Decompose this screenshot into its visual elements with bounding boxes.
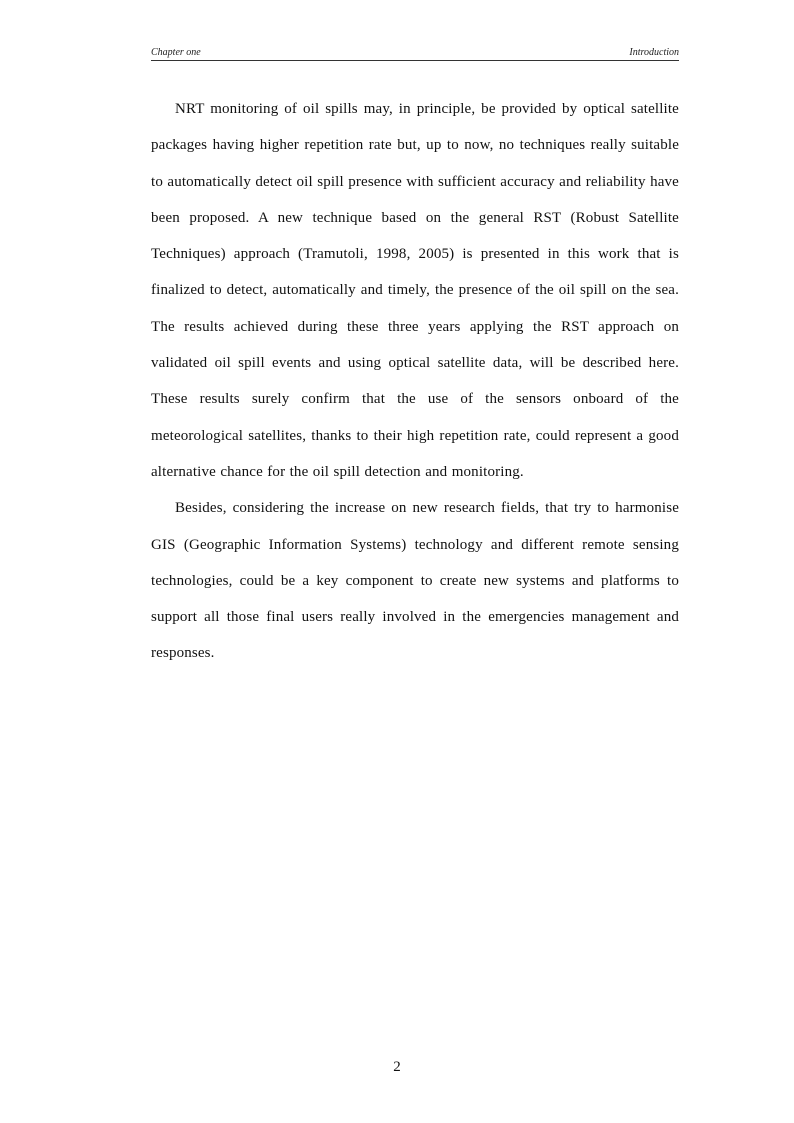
page-number: 2 — [393, 1059, 401, 1075]
header-chapter-label: Chapter one — [151, 47, 201, 58]
paragraph-1: NRT monitoring of oil spills may, in principle, be provided by optical satellite packages having higher repetition rate but, up to now, no techniques really suitable to automatically detect oil spill presence with sufficient accuracy and reliability have been proposed. A new technique based on the general RST (Robust Satellite Techniques) approach (Tramutoli, 1998, 2005) is presented in this work that is finalized to detect, automatically and timely, the presence of the oil spill on the sea. The results achieved during these three years applying the RST approach on validated oil spill events and using optical satellite data, will be described here. These results surely confirm that the use of the sensors onboard of the meteorological satellites, thanks to their high repetition rate, could represent a good alternative chance for the oil spill detection and monitoring. — [151, 101, 679, 480]
body-text — [151, 91, 679, 672]
paragraph-2: Besides, considering the increase on new research fields, that try to harmonise GIS (Geographic Information Systems) technology and different remote sensing technologies, could be a key component to create new systems and platforms to support all those final users really involved in the emergencies management and responses. — [151, 500, 679, 662]
running-header — [151, 47, 679, 61]
header-section-label: Introduction — [629, 47, 679, 58]
